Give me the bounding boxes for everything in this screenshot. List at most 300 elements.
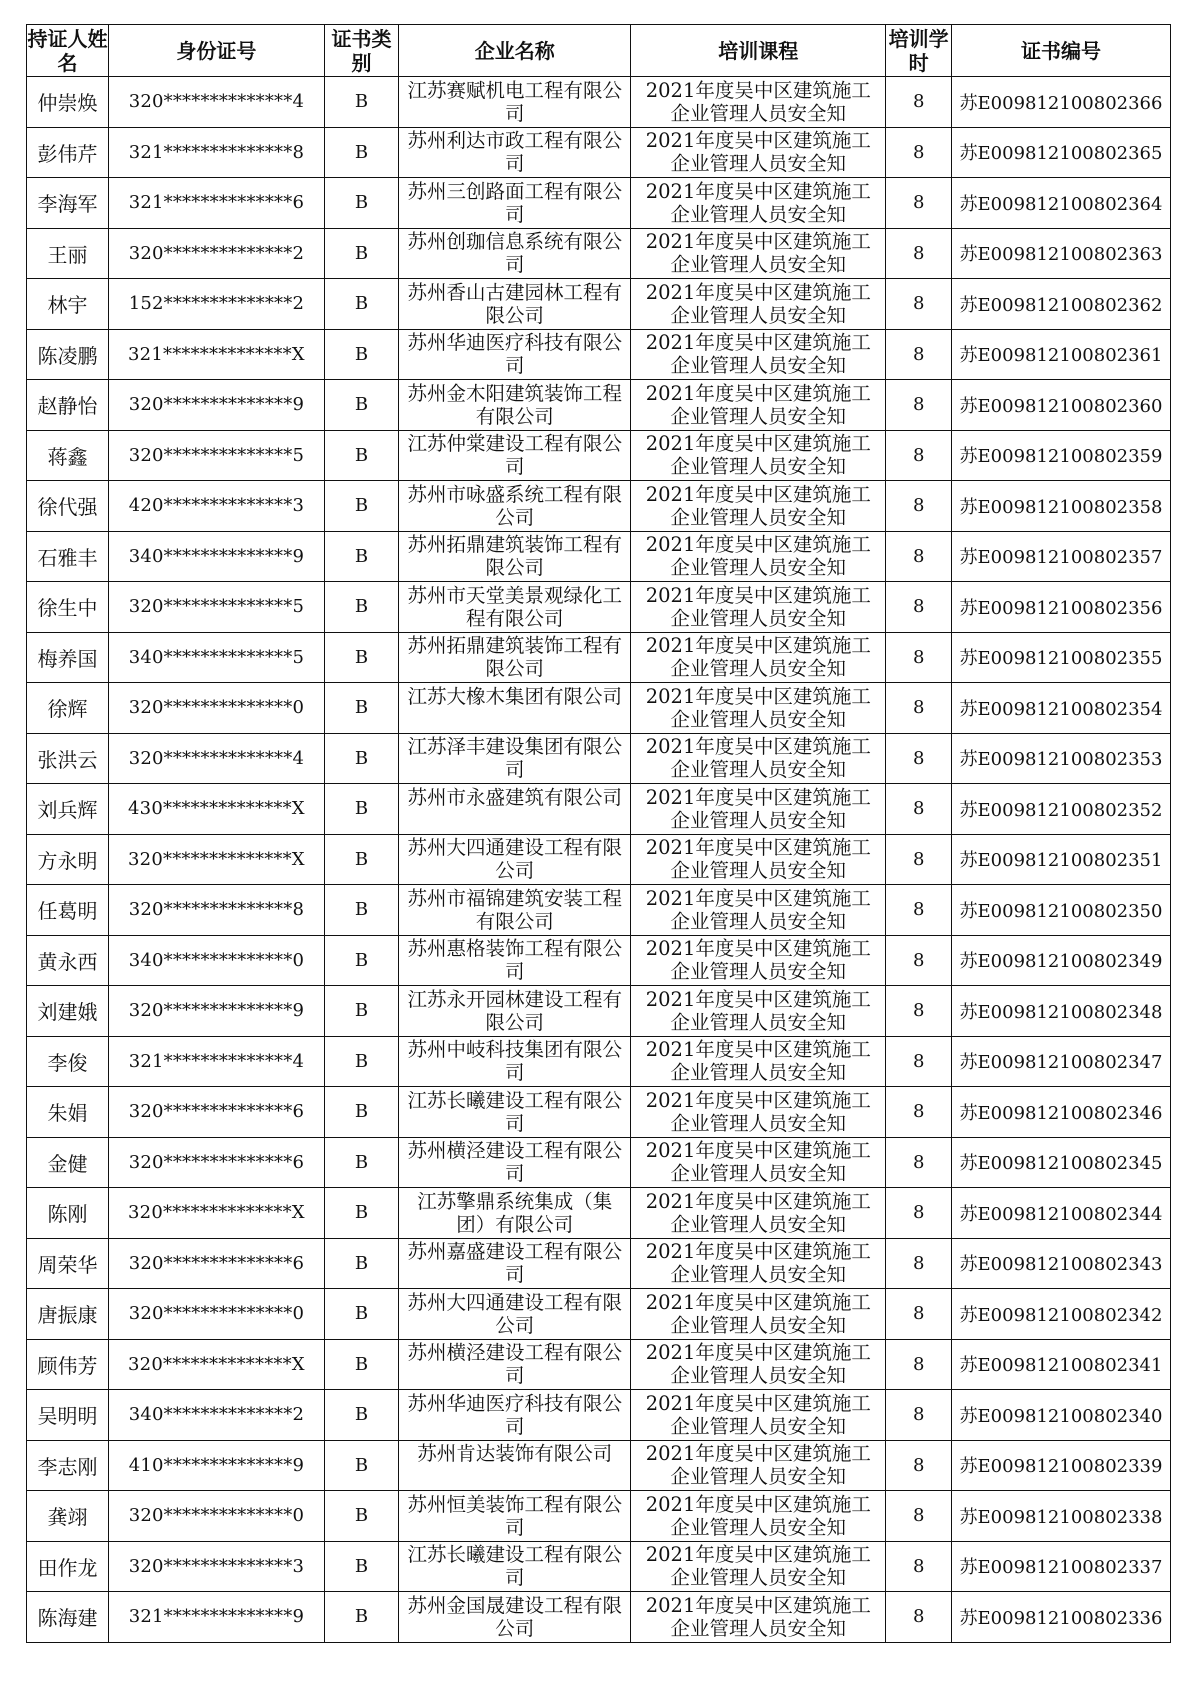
hours-cell: 8 [886, 1390, 952, 1441]
type-cell: B [324, 1289, 398, 1340]
course-cell [631, 430, 886, 481]
company-cell [399, 1541, 631, 1592]
company-cell-text: 苏州肯达装饰有限公司 [417, 1442, 613, 1466]
header-type: 证书类别 [324, 25, 398, 77]
company-cell-text: 苏州华迪医疗科技有限公司 [407, 1391, 622, 1438]
course-cell-text: 2021年度吴中区建筑施工企业管理人员安全知 [645, 331, 871, 378]
company-cell-text: 苏州中岐科技集团有限公司 [407, 1038, 622, 1085]
hours-cell: 8 [886, 683, 952, 734]
cert-no-cell: 苏E009812100802340 [952, 1390, 1171, 1441]
type-cell: B [324, 834, 398, 885]
type-cell: B [324, 986, 398, 1037]
id-cell: 320**************5 [109, 430, 325, 481]
course-cell-text: 2021年度吴中区建筑施工企业管理人员安全知 [645, 179, 871, 226]
cert-no-cell: 苏E009812100802356 [952, 582, 1171, 633]
company-cell [399, 329, 631, 380]
hours-cell: 8 [886, 935, 952, 986]
company-cell-text: 苏州香山古建园林工程有限公司 [407, 280, 622, 327]
id-cell: 320**************5 [109, 582, 325, 633]
name-cell: 蒋鑫 [27, 430, 109, 481]
company-cell-text: 苏州横泾建设工程有限公司 [407, 1139, 622, 1186]
id-cell: 321**************X [109, 329, 325, 380]
type-cell: B [324, 1440, 398, 1491]
table-row [27, 1188, 1171, 1239]
header-id: 身份证号 [109, 25, 325, 77]
company-cell [399, 228, 631, 279]
type-cell: B [324, 1339, 398, 1390]
course-cell [631, 1289, 886, 1340]
hours-cell: 8 [886, 380, 952, 431]
hours-cell: 8 [886, 279, 952, 330]
course-cell-text: 2021年度吴中区建筑施工企业管理人员安全知 [645, 78, 871, 125]
company-cell-text: 苏州横泾建设工程有限公司 [407, 1341, 622, 1388]
name-cell: 彭伟芹 [27, 127, 109, 178]
course-cell-text: 2021年度吴中区建筑施工企业管理人员安全知 [645, 1139, 871, 1186]
name-cell: 李海军 [27, 178, 109, 229]
course-cell [631, 834, 886, 885]
type-cell: B [324, 1541, 398, 1592]
id-cell: 321**************6 [109, 178, 325, 229]
cert-no-cell: 苏E009812100802343 [952, 1238, 1171, 1289]
type-cell: B [324, 77, 398, 128]
cert-no-cell: 苏E009812100802360 [952, 380, 1171, 431]
header-company: 企业名称 [399, 25, 631, 77]
cert-no-cell: 苏E009812100802347 [952, 1036, 1171, 1087]
cert-no-cell: 苏E009812100802339 [952, 1440, 1171, 1491]
company-cell-text: 苏州市永盛建筑有限公司 [407, 785, 622, 809]
cert-no-cell: 苏E009812100802359 [952, 430, 1171, 481]
cert-no-cell: 苏E009812100802351 [952, 834, 1171, 885]
name-cell: 朱娟 [27, 1087, 109, 1138]
company-cell-text: 江苏擎鼎系统集成（集团）有限公司 [417, 1189, 613, 1236]
name-cell: 龚翊 [27, 1491, 109, 1542]
course-cell [631, 1390, 886, 1441]
header-hours: 培训学时 [886, 25, 952, 77]
company-cell [399, 1289, 631, 1340]
table-row [27, 1289, 1171, 1340]
course-cell-text: 2021年度吴中区建筑施工企业管理人员安全知 [645, 1088, 871, 1135]
company-cell-text: 苏州金国晟建设工程有限公司 [407, 1593, 622, 1640]
company-cell-text: 江苏泽丰建设集团有限公司 [407, 735, 622, 782]
table-row [27, 1592, 1171, 1643]
table-body [27, 77, 1171, 1643]
hours-cell: 8 [886, 1541, 952, 1592]
table-row [27, 582, 1171, 633]
course-cell-text: 2021年度吴中区建筑施工企业管理人员安全知 [645, 1543, 871, 1590]
id-cell: 320**************4 [109, 733, 325, 784]
hours-cell: 8 [886, 733, 952, 784]
company-cell [399, 531, 631, 582]
cert-no-cell: 苏E009812100802353 [952, 733, 1171, 784]
certificate-table [26, 24, 1171, 1643]
company-cell-text: 苏州嘉盛建设工程有限公司 [407, 1240, 622, 1287]
course-cell [631, 683, 886, 734]
id-cell: 320**************X [109, 1339, 325, 1390]
name-cell: 林宇 [27, 279, 109, 330]
hours-cell: 8 [886, 531, 952, 582]
cert-no-cell: 苏E009812100802349 [952, 935, 1171, 986]
hours-cell: 8 [886, 784, 952, 835]
name-cell: 田作龙 [27, 1541, 109, 1592]
id-cell: 320**************4 [109, 77, 325, 128]
id-cell: 340**************5 [109, 632, 325, 683]
table-row [27, 1036, 1171, 1087]
type-cell: B [324, 1390, 398, 1441]
course-cell [631, 329, 886, 380]
course-cell-text: 2021年度吴中区建筑施工企业管理人员安全知 [645, 1593, 871, 1640]
course-cell [631, 1592, 886, 1643]
table-row [27, 885, 1171, 936]
name-cell: 唐振康 [27, 1289, 109, 1340]
cert-no-cell: 苏E009812100802366 [952, 77, 1171, 128]
course-cell [631, 127, 886, 178]
company-cell [399, 632, 631, 683]
company-cell-text: 苏州拓鼎建筑装饰工程有限公司 [407, 533, 622, 580]
hours-cell: 8 [886, 1491, 952, 1542]
company-cell [399, 127, 631, 178]
cert-no-cell: 苏E009812100802345 [952, 1137, 1171, 1188]
company-cell-text: 苏州市福锦建筑安装工程有限公司 [407, 886, 622, 933]
company-cell [399, 1087, 631, 1138]
name-cell: 任葛明 [27, 885, 109, 936]
header-row [27, 25, 1171, 77]
type-cell: B [324, 279, 398, 330]
course-cell-text: 2021年度吴中区建筑施工企业管理人员安全知 [645, 533, 871, 580]
hours-cell: 8 [886, 885, 952, 936]
course-cell-text: 2021年度吴中区建筑施工企业管理人员安全知 [645, 937, 871, 984]
hours-cell: 8 [886, 582, 952, 633]
company-cell-text: 苏州大四通建设工程有限公司 [407, 836, 622, 883]
course-cell [631, 784, 886, 835]
company-cell [399, 1592, 631, 1643]
id-cell: 340**************0 [109, 935, 325, 986]
type-cell: B [324, 1188, 398, 1239]
type-cell: B [324, 1238, 398, 1289]
table-row [27, 683, 1171, 734]
table-row [27, 986, 1171, 1037]
company-cell [399, 279, 631, 330]
name-cell: 徐代强 [27, 481, 109, 532]
course-cell [631, 986, 886, 1037]
course-cell-text: 2021年度吴中区建筑施工企业管理人员安全知 [645, 1341, 871, 1388]
hours-cell: 8 [886, 228, 952, 279]
company-cell-text: 江苏永开园林建设工程有限公司 [407, 987, 622, 1034]
company-cell-text: 苏州利达市政工程有限公司 [407, 129, 622, 176]
hours-cell: 8 [886, 481, 952, 532]
course-cell [631, 1238, 886, 1289]
id-cell: 320**************0 [109, 1491, 325, 1542]
header-name: 持证人姓名 [27, 26, 108, 75]
cert-no-cell: 苏E009812100802355 [952, 632, 1171, 683]
cert-no-cell: 苏E009812100802336 [952, 1592, 1171, 1643]
type-cell: B [324, 1592, 398, 1643]
id-cell: 320**************0 [109, 1289, 325, 1340]
company-cell [399, 986, 631, 1037]
hours-cell: 8 [886, 1087, 952, 1138]
course-cell [631, 77, 886, 128]
table-row [27, 834, 1171, 885]
name-cell: 周荣华 [27, 1238, 109, 1289]
name-cell: 李俊 [27, 1036, 109, 1087]
course-cell [631, 1440, 886, 1491]
hours-cell: 8 [886, 1188, 952, 1239]
name-cell: 顾伟芳 [27, 1339, 109, 1390]
name-cell: 张洪云 [27, 733, 109, 784]
name-cell: 方永明 [27, 834, 109, 885]
id-cell: 320**************3 [109, 1541, 325, 1592]
table-row [27, 1238, 1171, 1289]
table-row [27, 1339, 1171, 1390]
company-cell-text: 苏州拓鼎建筑装饰工程有限公司 [407, 634, 622, 681]
company-cell [399, 935, 631, 986]
type-cell: B [324, 531, 398, 582]
hours-cell: 8 [886, 1592, 952, 1643]
type-cell: B [324, 1036, 398, 1087]
name-cell: 吴明明 [27, 1390, 109, 1441]
hours-cell: 8 [886, 1137, 952, 1188]
type-cell: B [324, 481, 398, 532]
name-cell: 徐辉 [27, 683, 109, 734]
id-cell: 340**************9 [109, 531, 325, 582]
company-cell [399, 885, 631, 936]
company-cell-text: 江苏长曦建设工程有限公司 [407, 1088, 622, 1135]
type-cell: B [324, 733, 398, 784]
course-cell-text: 2021年度吴中区建筑施工企业管理人员安全知 [645, 836, 871, 883]
course-cell [631, 481, 886, 532]
table-row [27, 380, 1171, 431]
company-cell [399, 380, 631, 431]
cert-no-cell: 苏E009812100802364 [952, 178, 1171, 229]
company-cell [399, 1188, 631, 1239]
company-cell-text: 苏州大四通建设工程有限公司 [407, 1290, 622, 1337]
name-cell: 徐生中 [27, 582, 109, 633]
id-cell: 152**************2 [109, 279, 325, 330]
course-cell [631, 1339, 886, 1390]
cert-no-cell: 苏E009812100802357 [952, 531, 1171, 582]
course-cell [631, 582, 886, 633]
company-cell [399, 1137, 631, 1188]
type-cell: B [324, 178, 398, 229]
company-cell [399, 1036, 631, 1087]
table-row [27, 1390, 1171, 1441]
table-row [27, 178, 1171, 229]
course-cell [631, 1188, 886, 1239]
company-cell-text: 江苏大橡木集团有限公司 [407, 684, 622, 708]
course-cell [631, 1087, 886, 1138]
name-cell: 刘建娥 [27, 986, 109, 1037]
hours-cell: 8 [886, 178, 952, 229]
name-cell: 陈凌鹏 [27, 329, 109, 380]
course-cell [631, 1491, 886, 1542]
table-row [27, 1541, 1171, 1592]
company-cell-text: 江苏长曦建设工程有限公司 [407, 1543, 622, 1590]
course-cell-text: 2021年度吴中区建筑施工企业管理人员安全知 [645, 230, 871, 277]
type-cell: B [324, 683, 398, 734]
table-row [27, 1087, 1171, 1138]
type-cell: B [324, 784, 398, 835]
company-cell-text: 苏州金木阳建筑装饰工程有限公司 [407, 381, 622, 428]
course-cell-text: 2021年度吴中区建筑施工企业管理人员安全知 [645, 280, 871, 327]
course-cell-text: 2021年度吴中区建筑施工企业管理人员安全知 [645, 1290, 871, 1337]
id-cell: 321**************8 [109, 127, 325, 178]
type-cell: B [324, 430, 398, 481]
company-cell [399, 733, 631, 784]
course-cell-text: 2021年度吴中区建筑施工企业管理人员安全知 [645, 1391, 871, 1438]
course-cell [631, 178, 886, 229]
type-cell: B [324, 329, 398, 380]
table-row [27, 935, 1171, 986]
company-cell [399, 784, 631, 835]
course-cell-text: 2021年度吴中区建筑施工企业管理人员安全知 [645, 1442, 871, 1489]
id-cell: 410**************9 [109, 1440, 325, 1491]
course-cell-text: 2021年度吴中区建筑施工企业管理人员安全知 [645, 1492, 871, 1539]
name-cell: 梅养国 [27, 632, 109, 683]
table-row [27, 481, 1171, 532]
course-cell [631, 1541, 886, 1592]
id-cell: 320**************0 [109, 683, 325, 734]
company-cell [399, 1339, 631, 1390]
company-cell-text: 苏州华迪医疗科技有限公司 [407, 331, 622, 378]
id-cell: 320**************6 [109, 1238, 325, 1289]
company-cell [399, 481, 631, 532]
course-cell-text: 2021年度吴中区建筑施工企业管理人员安全知 [645, 684, 871, 731]
id-cell: 320**************2 [109, 228, 325, 279]
table-row [27, 632, 1171, 683]
cert-no-cell: 苏E009812100802354 [952, 683, 1171, 734]
company-cell [399, 1390, 631, 1441]
company-cell [399, 1238, 631, 1289]
course-cell-text: 2021年度吴中区建筑施工企业管理人员安全知 [645, 785, 871, 832]
course-cell-text: 2021年度吴中区建筑施工企业管理人员安全知 [645, 1038, 871, 1085]
company-cell [399, 582, 631, 633]
name-cell: 黄永西 [27, 935, 109, 986]
company-cell [399, 834, 631, 885]
table-row [27, 329, 1171, 380]
id-cell: 320**************9 [109, 986, 325, 1037]
hours-cell: 8 [886, 834, 952, 885]
course-cell-text: 2021年度吴中区建筑施工企业管理人员安全知 [645, 735, 871, 782]
table-row [27, 127, 1171, 178]
type-cell: B [324, 1087, 398, 1138]
table-row [27, 733, 1171, 784]
name-cell: 石雅丰 [27, 531, 109, 582]
cert-no-cell: 苏E009812100802358 [952, 481, 1171, 532]
cert-no-cell: 苏E009812100802337 [952, 1541, 1171, 1592]
company-cell-text: 苏州惠格装饰工程有限公司 [407, 937, 622, 984]
cert-no-cell: 苏E009812100802363 [952, 228, 1171, 279]
course-cell-text: 2021年度吴中区建筑施工企业管理人员安全知 [645, 432, 871, 479]
type-cell: B [324, 1491, 398, 1542]
table-row [27, 784, 1171, 835]
table-row [27, 531, 1171, 582]
name-cell: 赵静怡 [27, 380, 109, 431]
course-cell-text: 2021年度吴中区建筑施工企业管理人员安全知 [645, 482, 871, 529]
company-cell [399, 1491, 631, 1542]
hours-cell: 8 [886, 329, 952, 380]
id-cell: 430**************X [109, 784, 325, 835]
hours-cell: 8 [886, 1440, 952, 1491]
id-cell: 321**************4 [109, 1036, 325, 1087]
type-cell: B [324, 582, 398, 633]
table-row [27, 1440, 1171, 1491]
cert-no-cell: 苏E009812100802346 [952, 1087, 1171, 1138]
table-row [27, 1491, 1171, 1542]
company-cell [399, 683, 631, 734]
cert-no-cell: 苏E009812100802341 [952, 1339, 1171, 1390]
cert-no-cell: 苏E009812100802365 [952, 127, 1171, 178]
company-cell-text: 江苏仲棠建设工程有限公司 [407, 432, 622, 479]
course-cell-text: 2021年度吴中区建筑施工企业管理人员安全知 [645, 634, 871, 681]
hours-cell: 8 [886, 1238, 952, 1289]
company-cell [399, 430, 631, 481]
id-cell: 340**************2 [109, 1390, 325, 1441]
hours-cell: 8 [886, 986, 952, 1037]
company-cell [399, 1440, 631, 1491]
cert-no-cell: 苏E009812100802361 [952, 329, 1171, 380]
company-cell-text: 苏州恒美装饰工程有限公司 [407, 1492, 622, 1539]
type-cell: B [324, 127, 398, 178]
name-cell: 陈刚 [27, 1188, 109, 1239]
type-cell: B [324, 935, 398, 986]
cert-no-cell: 苏E009812100802350 [952, 885, 1171, 936]
company-cell-text: 江苏赛赋机电工程有限公司 [407, 78, 622, 125]
cert-no-cell: 苏E009812100802352 [952, 784, 1171, 835]
course-cell [631, 531, 886, 582]
course-cell [631, 1036, 886, 1087]
type-cell: B [324, 380, 398, 431]
cert-no-cell: 苏E009812100802338 [952, 1491, 1171, 1542]
company-cell-text: 苏州三创路面工程有限公司 [407, 179, 622, 226]
course-cell [631, 279, 886, 330]
id-cell: 321**************9 [109, 1592, 325, 1643]
course-cell-text: 2021年度吴中区建筑施工企业管理人员安全知 [645, 987, 871, 1034]
name-cell: 李志刚 [27, 1440, 109, 1491]
course-cell-text: 2021年度吴中区建筑施工企业管理人员安全知 [645, 129, 871, 176]
id-cell: 320**************6 [109, 1137, 325, 1188]
hours-cell: 8 [886, 1289, 952, 1340]
cert-no-cell: 苏E009812100802362 [952, 279, 1171, 330]
company-cell-text: 苏州创珈信息系统有限公司 [407, 230, 622, 277]
course-cell [631, 733, 886, 784]
table-row [27, 279, 1171, 330]
cert-no-cell: 苏E009812100802348 [952, 986, 1171, 1037]
id-cell: 320**************X [109, 1188, 325, 1239]
hours-cell: 8 [886, 77, 952, 128]
header-course: 培训课程 [631, 25, 886, 77]
company-cell-text: 苏州市天堂美景观绿化工程有限公司 [407, 583, 622, 630]
table-row [27, 430, 1171, 481]
hours-cell: 8 [886, 1036, 952, 1087]
course-cell [631, 228, 886, 279]
table-row [27, 228, 1171, 279]
name-cell: 陈海建 [27, 1592, 109, 1643]
type-cell: B [324, 1137, 398, 1188]
course-cell-text: 2021年度吴中区建筑施工企业管理人员安全知 [645, 1240, 871, 1287]
course-cell [631, 885, 886, 936]
course-cell-text: 2021年度吴中区建筑施工企业管理人员安全知 [645, 886, 871, 933]
hours-cell: 8 [886, 1339, 952, 1390]
hours-cell: 8 [886, 430, 952, 481]
name-cell: 金健 [27, 1137, 109, 1188]
name-cell: 仲崇焕 [27, 77, 109, 128]
id-cell: 320**************8 [109, 885, 325, 936]
course-cell [631, 380, 886, 431]
course-cell-text: 2021年度吴中区建筑施工企业管理人员安全知 [645, 583, 871, 630]
id-cell: 320**************9 [109, 380, 325, 431]
course-cell-text: 2021年度吴中区建筑施工企业管理人员安全知 [645, 381, 871, 428]
id-cell: 320**************6 [109, 1087, 325, 1138]
cert-no-cell: 苏E009812100802344 [952, 1188, 1171, 1239]
